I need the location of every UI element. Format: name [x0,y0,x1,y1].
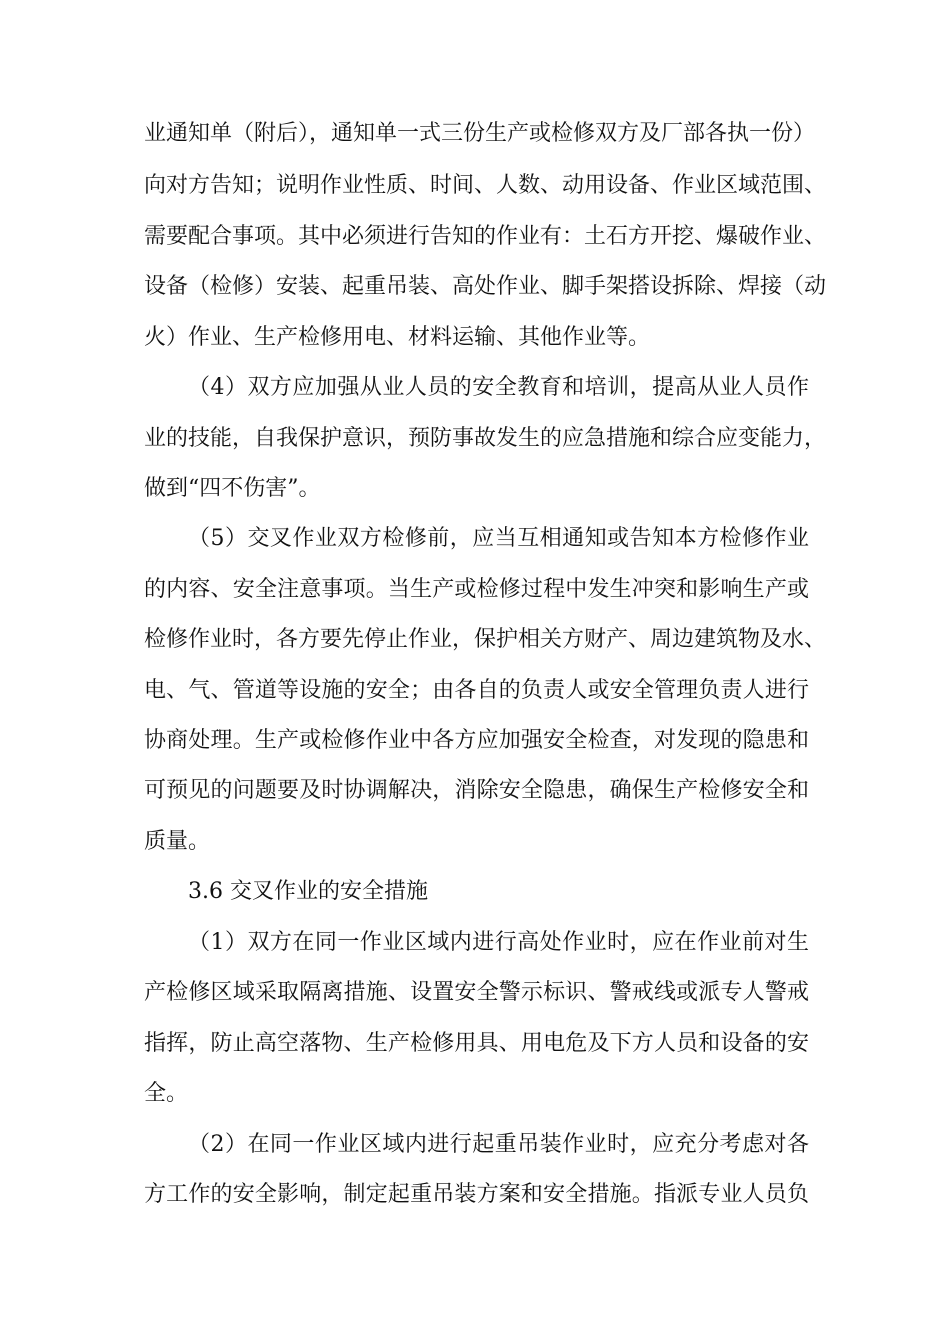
line-text: （5）交叉作业双方检修前，应当互相通知或告知本方检修作业 [188,526,809,551]
line-text: 向对方告知；说明作业性质、时间、人数、动用设备、作业区域范围、 [144,173,827,198]
paragraph-start-line [0,1130,950,1160]
text-line [0,1180,950,1210]
line-text: 质量。 [144,829,211,854]
text-line [0,1029,950,1059]
text-line [0,978,950,1008]
line-text: 协商处理。生产或检修作业中各方应加强安全检查，对发现的隐患和 [144,728,809,753]
text-line [0,222,950,252]
line-text: （4）双方应加强从业人员的安全教育和培训，提高从业人员作 [188,375,809,400]
line-text: 方工作的安全影响，制定起重吊装方案和安全措施。指派专业人员负 [144,1182,809,1207]
text-line [0,474,950,504]
line-text: （1）双方在同一作业区域内进行高处作业时，应在作业前对生 [188,930,809,955]
line-text: 的内容、安全注意事项。当生产或检修过程中发生冲突和影响生产或 [144,577,809,602]
line-text: 产检修区域采取隔离措施、设置安全警示标识、警戒线或派专人警戒 [144,980,809,1005]
line-text: 设备（检修）安装、起重吊装、高处作业、脚手架搭设拆除、焊接（动 [144,274,827,299]
line-text: 需要配合事项。其中必须进行告知的作业有：土石方开挖、爆破作业、 [144,224,827,249]
text-line [0,776,950,806]
line-text: 指挥，防止高空落物、生产检修用具、用电危及下方人员和设备的安 [144,1031,809,1056]
text-line [0,323,950,353]
text-line [0,625,950,655]
text-line [0,424,950,454]
text-line [0,171,950,201]
text-line [0,575,950,605]
paragraph-start-line [0,373,950,403]
paragraph-start-line [0,928,950,958]
text-line [0,726,950,756]
line-text: 检修作业时，各方要先停止作业，保护相关方财产、周边建筑物及水、 [144,627,827,652]
section-heading [0,877,950,907]
line-text: 做到“四不伤害”。 [144,476,321,501]
line-text: 电、气、管道等设施的安全；由各自的负责人或安全管理负责人进行 [144,678,809,703]
line-text: 全。 [144,1081,189,1106]
text-line [0,1079,950,1109]
line-text: （2）在同一作业区域内进行起重吊装作业时，应充分考虑对各 [188,1132,809,1157]
section-heading-text: 3.6 交叉作业的安全措施 [188,879,428,904]
line-text: 火）作业、生产检修用电、材料运输、其他作业等。 [144,325,651,350]
line-text: 业的技能，自我保护意识，预防事故发生的应急措施和综合应变能力， [144,426,827,451]
line-text: 可预见的问题要及时协调解决，消除安全隐患，确保生产检修安全和 [144,778,809,803]
line-text: 业通知单（附后），通知单一式三份生产或检修双方及厂部各执一份） [144,121,816,146]
text-line [0,119,950,149]
paragraph-start-line [0,524,950,554]
text-line [0,272,950,302]
text-line [0,676,950,706]
text-line [0,827,950,857]
